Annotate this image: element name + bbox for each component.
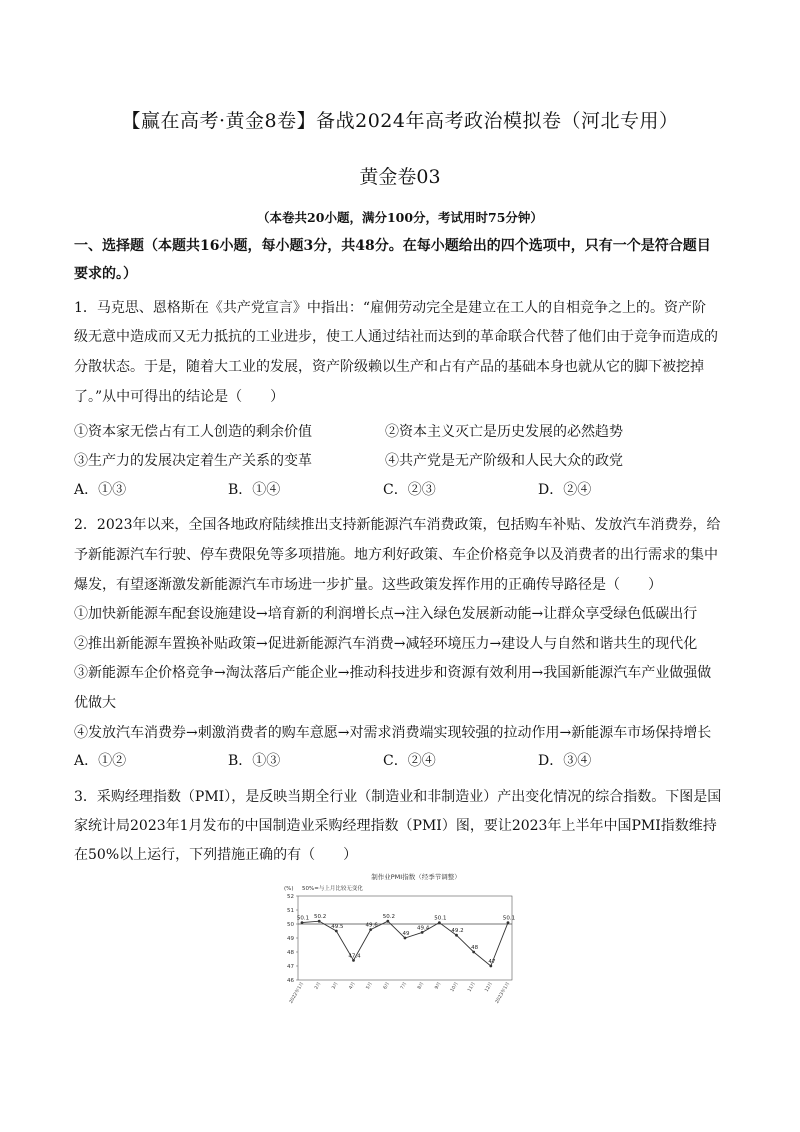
chart-data-point <box>318 920 321 923</box>
chart-y-tick-label: 46 <box>287 978 294 984</box>
chart-y-tick-label: 48 <box>287 950 294 956</box>
exam-info: （本卷共20小题，满分100分，考试用时75分钟） <box>257 210 543 225</box>
q2-stem-line: 爆发，有望逐渐激发新能源汽车市场进一步扩量。这些政策发挥作用的正确传导路径是（ ） <box>74 577 662 593</box>
chart-data-label: 50.2 <box>314 914 327 921</box>
q3-stem-line: 家统计局2023年1月发布的中国制造业采购经理指数（PMI）图，要让2023年上半年中国PMI指数维持 <box>74 818 717 834</box>
chart-x-tick-label: 6月 <box>382 981 392 991</box>
chart-data-point <box>352 959 355 962</box>
q1-stem-line: 分散状态。于是，随着大工业的发展，资产阶级赖以生产和占有产品的基础本身也就从它的脚下被挖掉 <box>74 359 704 375</box>
q2-option-d: D．③④ <box>538 753 592 769</box>
chart-data-point <box>369 928 372 931</box>
q1-statement-4: ④共产党是无产阶级和人民大众的政党 <box>385 453 623 469</box>
chart-x-tick-label: 12月 <box>484 981 495 994</box>
q1-option-c: C．②③ <box>383 482 436 498</box>
q3-stem-line: 3．采购经理指数（PMI），是反映当期全行业（制造业和非制造业）产出变化情况的综合指数。下图是国 <box>74 789 722 805</box>
chart-x-tick-label: 7月 <box>400 981 409 991</box>
q1-option-d: D．②④ <box>538 482 592 498</box>
chart-data-label: 49.5 <box>331 924 344 930</box>
chart-y-tick-label: 49 <box>287 936 294 942</box>
section-heading: 一、选择题（本题共16小题，每小题3分，共48分。在每小题给出的四个选项中，只有一个是符合题目 <box>74 238 711 254</box>
chart-y-tick-label: 51 <box>287 908 294 914</box>
chart-x-tick-label: 2月 <box>314 981 323 991</box>
chart-data-point <box>404 937 407 940</box>
chart-data-point <box>301 921 304 924</box>
chart-x-tick-label: 9月 <box>434 981 443 991</box>
q1-statement-2: ②资本主义灭亡是历史发展的必然趋势 <box>385 424 623 440</box>
chart-x-tick-label: 8月 <box>417 981 426 991</box>
chart-data-label: 50.1 <box>434 915 447 922</box>
q2-path-3: ③新能源车企价格竞争→淘汰落后产能企业→推动科技进步和资源有效利用→我国新能源汽车产业做强做 <box>74 665 712 681</box>
chart-data-point <box>438 921 441 924</box>
chart-data-label: 50.2 <box>382 914 395 921</box>
q2-path-1: ①加快新能源车配套设施建设→培育新的利润增长点→注入绿色发展新动能→让群众享受绿色低碳出行 <box>74 606 698 622</box>
q3-stem-line: 在50%以上运行，下列措施正确的有（ ） <box>74 847 358 863</box>
chart-x-tick-label: 4月 <box>348 981 357 991</box>
chart-x-tick-label: 10月 <box>450 981 460 994</box>
q1-stem-line: 1．马克思、恩格斯在《共产党宣言》中指出：“雇佣劳动完全是建立在工人的自相竞争之上的。资产阶 <box>74 300 707 316</box>
q2-stem-line: 予新能源汽车行驶、停车费限免等多项措施。地方利好政策、车企价格竞争以及消费者的出行需求的集中 <box>74 547 718 563</box>
chart-legend-note: 50%=与上月比较无变化 <box>302 886 363 892</box>
chart-data-point <box>472 951 475 954</box>
section-heading-cont: 要求的。） <box>74 266 137 282</box>
chart-data-point <box>489 965 492 968</box>
pmi-line-chart <box>276 870 526 1018</box>
document-title: 【赢在高考·黄金8卷】备战2024年高考政治模拟卷（河北专用） <box>121 110 679 132</box>
chart-y-tick-label: 52 <box>287 894 294 900</box>
chart-data-label: 50.1 <box>502 915 516 922</box>
chart-data-point <box>335 930 338 933</box>
chart-data-point <box>386 920 389 923</box>
chart-y-tick-label: 50 <box>287 922 294 928</box>
chart-data-label: 49 <box>402 931 410 937</box>
document-subtitle: 黄金卷03 <box>359 166 441 188</box>
q1-option-b: B．①④ <box>228 482 281 498</box>
chart-data-label: 49.6 <box>365 922 378 929</box>
q1-statement-3: ③生产力的发展决定着生产关系的变革 <box>74 453 312 469</box>
chart-title: 制作业PMI指数（经季节调整） <box>371 873 461 881</box>
chart-data-label: 49.4 <box>417 925 430 932</box>
chart-x-tick-label: 5月 <box>365 981 374 991</box>
chart-data-point <box>507 921 510 924</box>
chart-data-point <box>455 934 458 937</box>
q1-stem-line: 级无意中造成而又无力抵抗的工业进步，使工人通过结社而达到的革命联合代替了他们由于竞争而造成的 <box>74 329 718 345</box>
q1-statement-1: ①资本家无偿占有工人创造的剩余价值 <box>74 424 312 440</box>
chart-x-tick-label: 11月 <box>467 981 477 994</box>
chart-x-tick-label: 2022年1月 <box>288 981 306 1005</box>
chart-data-label: 49.2 <box>451 928 464 935</box>
chart-data-label: 50.1 <box>296 915 310 922</box>
chart-data-label: 47 <box>488 959 496 965</box>
q2-option-b: B．①③ <box>228 753 281 769</box>
chart-x-tick-label: 3月 <box>331 981 340 991</box>
q1-option-a: A．①③ <box>74 482 127 498</box>
chart-y-tick-label: 47 <box>287 964 294 970</box>
q2-option-a: A．①② <box>74 753 127 769</box>
q2-path-2: ②推出新能源车置换补贴政策→促进新能源汽车消费→减轻环境压力→建设人与自然和谐共生的现代化 <box>74 636 698 652</box>
chart-data-label: 48 <box>471 945 479 951</box>
q1-stem-line: 了。”从中可得出的结论是（ ） <box>74 389 285 405</box>
q2-option-c: C．②④ <box>383 753 436 769</box>
q2-stem-line: 2．2023年以来，全国各地政府陆续推出支持新能源汽车消费政策，包括购车补贴、发放汽车消费券，给 <box>74 517 721 533</box>
chart-data-label: 47.4 <box>348 953 361 960</box>
chart-x-tick-label: 2023年1月 <box>494 981 512 1005</box>
q2-path-4: ④发放汽车消费券→刺激消费者的购车意愿→对需求消费端实现较强的拉动作用→新能源车市场保持增长 <box>74 725 712 741</box>
chart-data-point <box>421 931 424 934</box>
q2-path-3-cont: 优做大 <box>74 695 116 711</box>
chart-y-unit: (%) <box>284 886 294 892</box>
